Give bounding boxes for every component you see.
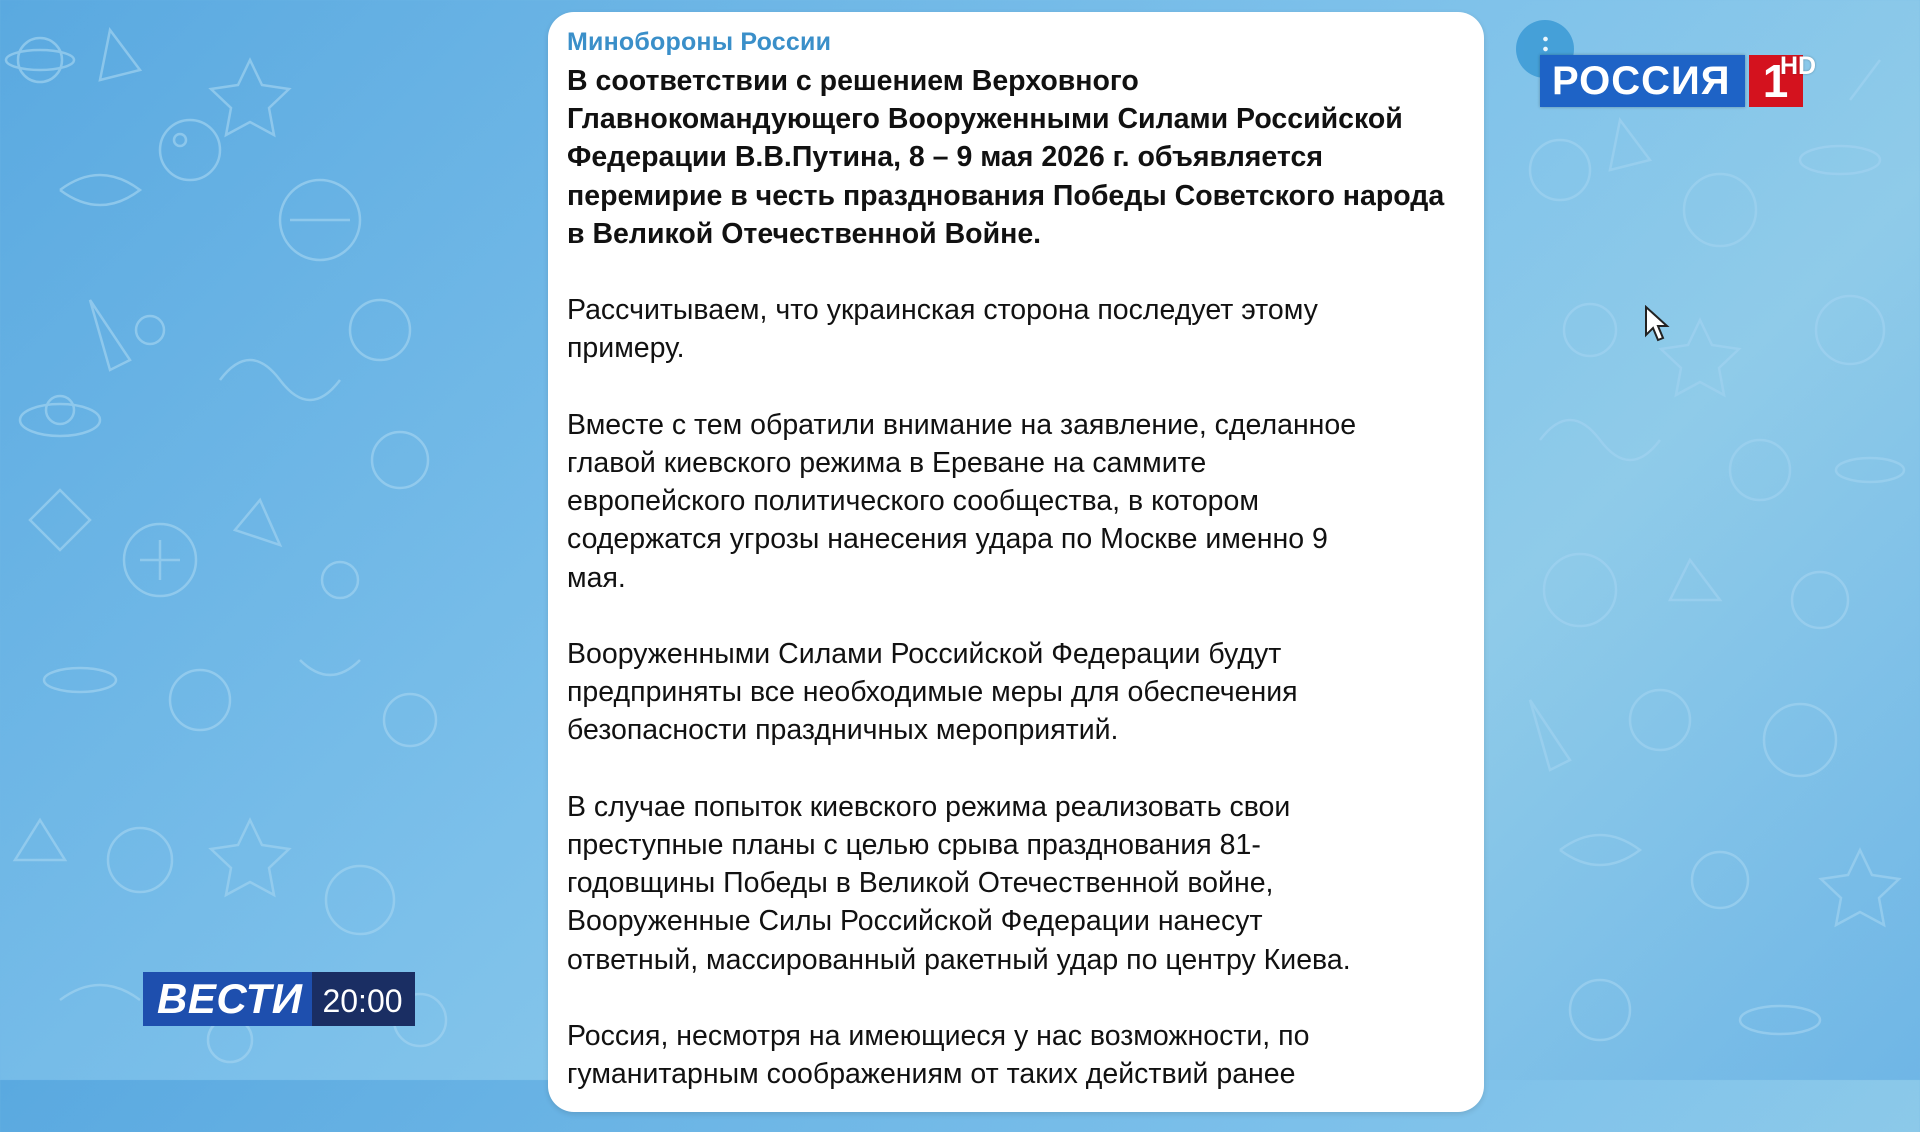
mouse-cursor-icon <box>1644 305 1670 343</box>
program-time: 20:00 <box>312 972 414 1026</box>
channel-logo <box>1540 55 1803 107</box>
message-paragraph: Вооруженными Силами Российской Федерации будут предприняты все необходимые меры для обеспечения безопасности праздничных мероприятий. <box>567 638 1298 747</box>
message-paragraph: Вместе с тем обратили внимание на заявление, сделанное главой киевского режима в Ереване на саммите европейского политического сообщества, в котором содержатся угрозы нанесения удара по Москве именно 9 мая. <box>567 408 1357 594</box>
channel-logo-word: РОССИЯ <box>1540 55 1745 107</box>
program-badge <box>143 972 415 1026</box>
message-text <box>567 62 1477 1132</box>
program-name: ВЕСТИ <box>143 972 312 1026</box>
message-paragraph: В соответствии с решением Верховного Главнокомандующего Вооруженными Силами Российской Федерации В.В.Путина, 8 – 9 мая 2026 г. объявляется перемирие в честь празднования Победы Советского народа в Великой Отечественной Войне. <box>567 65 1445 250</box>
channel-logo-number: 1 <box>1749 55 1803 107</box>
message-paragraph: В случае попыток киевского режима реализовать свои преступные планы с целью срыва празднования 81- годовщины Победы в Великой Отечественной войне, Вооруженные Силы Российской Федерации нанесут ответный, массированный ракетный удар по центру Киева. <box>567 790 1351 976</box>
channel-logo-hd: HD <box>1780 52 1817 80</box>
message-paragraph: Рассчитываем, что украинская сторона последует этому примеру. <box>567 294 1318 365</box>
sender-name[interactable]: Минобороны России <box>567 28 832 56</box>
message-paragraph: Россия, несмотря на имеющиеся у нас возможности, по гуманитарным соображениям от таких действий ранее <box>567 1020 1310 1091</box>
